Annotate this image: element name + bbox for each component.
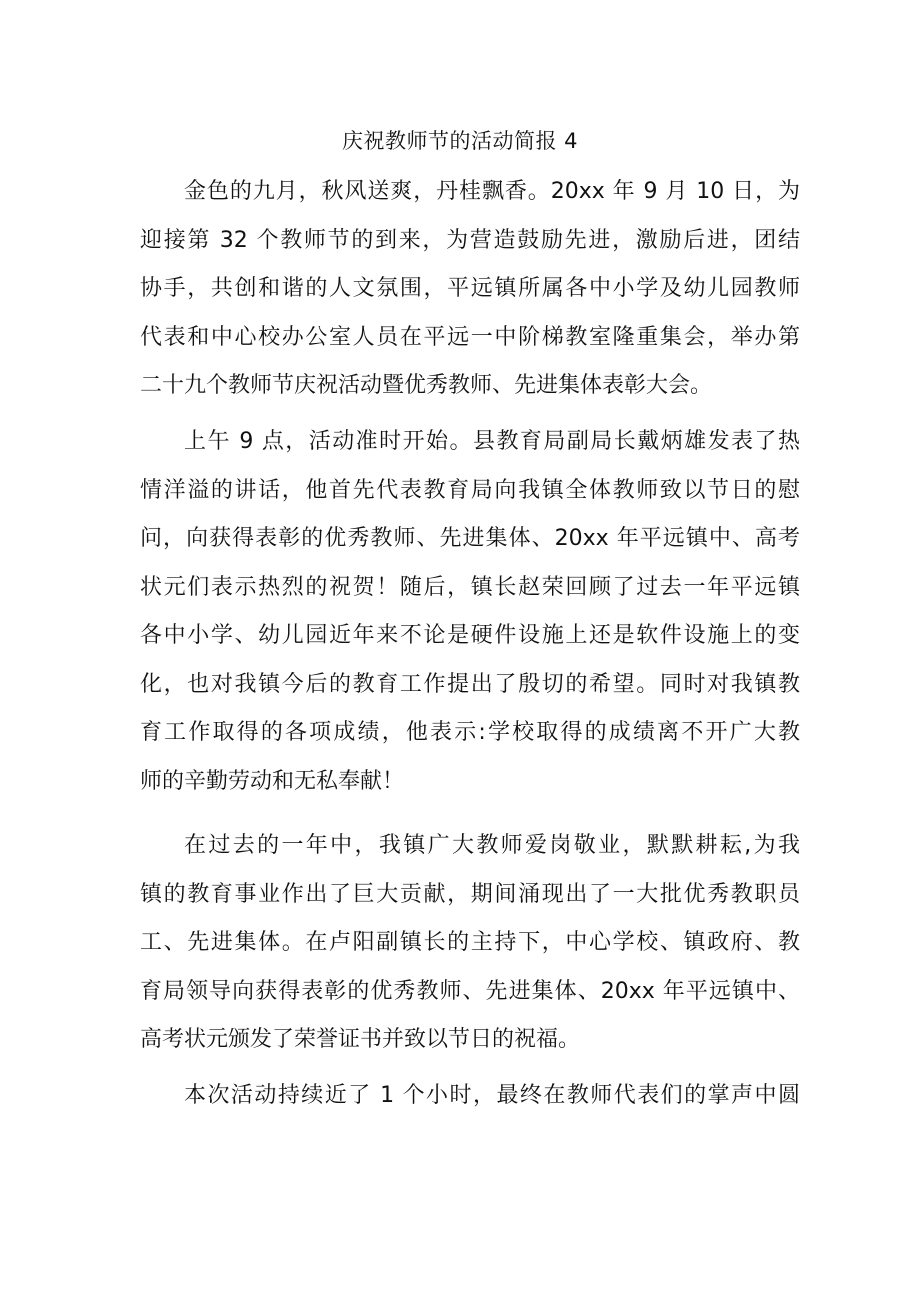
paragraph-line: 问，向获得表彰的优秀教师、先进集体、20xx 年平远镇中、高考: [140, 526, 800, 551]
paragraph-1: [140, 168, 800, 411]
paragraph-line: 代表和中心校办公室人员在平远一中阶梯教室隆重集会，举办第: [140, 324, 800, 350]
paragraph-line: 迎接第 32 个教师节的到来，为营造鼓励先进，激励后进，团结: [140, 227, 800, 253]
paragraph-line: 各中小学、幼儿园近年来不论是硬件设施上还是软件设施上的变: [140, 623, 800, 648]
paragraph-line: 师的辛勤劳动和无私奉献！: [140, 768, 405, 794]
paragraph-line: 育工作取得的各项成绩，他表示:学校取得的成绩离不开广大教: [140, 720, 800, 745]
paragraph-2: [140, 418, 800, 806]
paragraph-line: 本次活动持续近了 1 个小时，最终在教师代表们的掌声中圆: [184, 1083, 800, 1108]
paragraph-line: 上午 9 点，活动准时开始。县教育局副局长戴炳雄发表了热: [184, 429, 800, 454]
paragraph-3: [140, 822, 800, 1065]
paragraph-line: 状元们表示热烈的祝贺！随后，镇长赵荣回顾了过去一年平远镇: [140, 574, 800, 600]
paragraph-line: 在过去的一年中，我镇广大教师爱岗敬业，默默耕耘,为我: [184, 833, 800, 858]
paragraph-line: 高考状元颁发了荣誉证书并致以节日的祝福。: [140, 1027, 581, 1052]
paragraph-line: 情洋溢的讲话，他首先代表教育局向我镇全体教师致以节日的慰: [140, 477, 800, 503]
paragraph-line: 工、先进集体。在卢阳副镇长的主持下，中心学校、镇政府、教: [140, 930, 800, 955]
paragraph-line: 化，也对我镇今后的教育工作提出了殷切的希望。同时对我镇教: [140, 671, 800, 697]
paragraph-line: 协手，共创和谐的人文氛围，平远镇所属各中小学及幼儿园教师: [140, 276, 800, 301]
paragraph-line: 育局领导向获得表彰的优秀教师、先进集体、20xx 年平远镇中、: [140, 978, 800, 1004]
paragraph-line: 金色的九月，秋风送爽，丹桂飘香。20xx 年 9 月 10 日，为: [184, 179, 800, 204]
paragraph-4: [140, 1072, 800, 1121]
paragraph-line: 二十九个教师节庆祝活动暨优秀教师、先进集体表彰大会。: [140, 373, 713, 398]
paragraph-line: 镇的教育事业作出了巨大贡献，期间涌现出了一大批优秀教职员: [140, 881, 800, 907]
document-title: 庆祝教师节的活动简报 4: [341, 129, 579, 153]
